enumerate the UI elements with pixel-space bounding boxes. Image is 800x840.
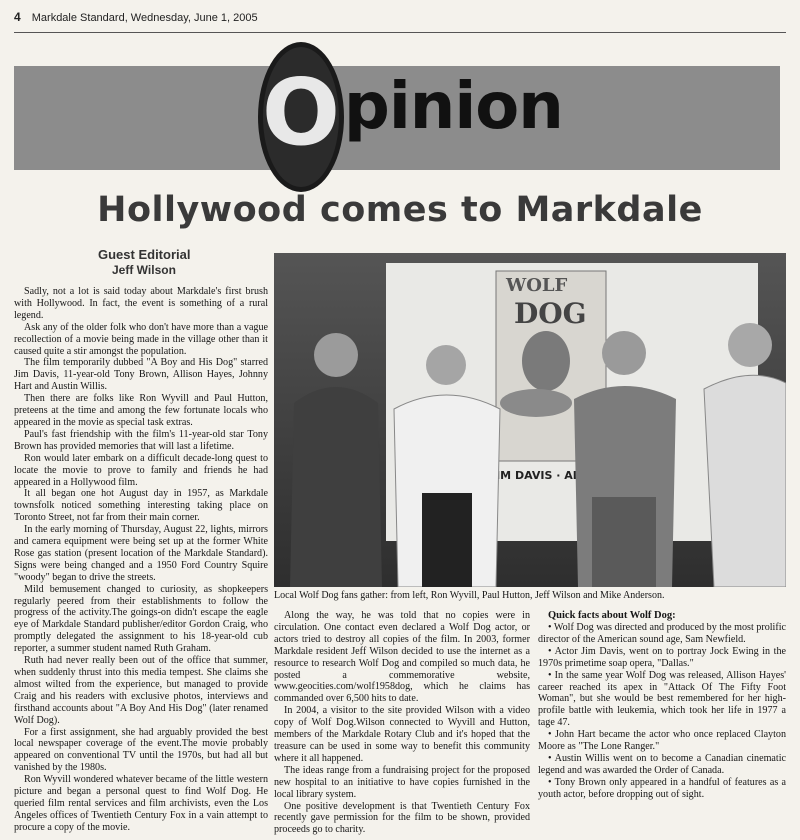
paragraph: It all began one hot August day in 1957, as Markdale townsfolk noticed something interesting taking place on Toronto Street, not far from their main corner. — [14, 488, 268, 524]
byline-kicker: Guest Editorial — [98, 247, 191, 262]
paragraph: Ron would later embark on a difficult decade-long quest to locate the movie to prove to family and friends he had appeared in a Hollywood film. — [14, 452, 268, 488]
page-header — [14, 10, 786, 33]
poster-title-2: DOG — [514, 297, 587, 330]
paragraph: Ask any of the older folk who don't have more than a vague recollection of a movie being made in the village other than it caused quite a stir amongst the population. — [14, 321, 268, 357]
fact-item: • Actor Jim Davis, went on to portray Jock Ewing in the 1970s primetime soap opera, "Dallas." — [538, 645, 786, 669]
poster-wolf-art — [522, 331, 570, 391]
paragraph: Ruth had never really been out of the office that summer, when suddenly thrust into this media tempest. She claims she almost wilted from the experience, but managed to provide Craig and his readers with exclusive photos, interviews and firsthand accounts about "A Boy And His Dog" (later renamed Wolf Dog). — [14, 655, 268, 726]
paragraph: In 2004, a visitor to the site provided Wilson with a video copy of Wolf Dog.Wilson connected to Wyvill and Hutton, members of the Markdale Rotary Club and it's hoped that the treasure can be used in some way to benefit this community where it all happened. — [274, 705, 530, 764]
photo-illustration — [274, 253, 786, 587]
byline-author: Jeff Wilson — [112, 263, 176, 277]
fact-item: • Austin Willis went on to become a Canadian cinematic legend and was awarded the Order of Canada. — [538, 752, 786, 776]
section-title: pinion — [344, 70, 563, 144]
news-photo — [274, 253, 786, 587]
paragraph: Ron Wyvill wondered whatever became of the little western picture and began a personal quest to find Wolf Dog. He queried film rental services and film archivists, even the Los Angeles offices of Twentieth Century Fox in a vain attempt to procure a copy of the movie. — [14, 774, 268, 833]
fact-item: • Wolf Dog was directed and produced by the most prolific director of the American sound age, Sam Newfield. — [538, 622, 786, 645]
paragraph: The film temporarily dubbed "A Boy and His Dog" starred Jim Davis, 11-year-old Tony Brown, Allison Hayes, Johnny Hart and Austin Willis. — [14, 357, 268, 393]
fact-item: • John Hart became the actor who once replaced Clayton Moore as "The Lone Ranger." — [538, 729, 786, 753]
article-left-column — [14, 286, 268, 834]
paragraph: For a first assignment, she had arguably provided the best local newspaper coverage of the event.The movie probably appeared on conventional TV until the 1970s, but had all but vanished by the 1980s. — [14, 726, 268, 774]
fact-item: • Tony Brown only appeared in a handful of features as a youth actor, before dropping out of sight. — [538, 776, 786, 800]
paragraph: In the early morning of Thursday, August 22, lights, mirrors and camera equipment were being set up at the former White Rose gas station (present location of the Markdale Standard). Signs were being changed and a 1950 Ford Country Squire "woody" began to drive the streets. — [14, 524, 268, 583]
paragraph: Paul's fast friendship with the film's 11-year-old star Tony Brown has provided memories that will last a lifetime. — [14, 428, 268, 452]
fact-item: • In the same year Wolf Dog was released, Allison Hayes' career reached its apex in "Attack Of The Fifty Foot Woman", but she would be best remembered for her high-profile battle with leukemia, which took her life in 1977 a tage 47. — [538, 669, 786, 729]
headline: Hollywood comes to Markdale — [97, 190, 703, 230]
facts-title: Quick facts about Wolf Dog: — [548, 610, 676, 621]
paragraph: One positive development is that Twentieth Century Fox recently gave permission for the film to be shown, provided proceeds go to charity. — [274, 800, 530, 836]
article-middle-column — [274, 610, 530, 836]
poster-title-1: WOLF — [506, 275, 568, 296]
paragraph: Along the way, he was told that no copies were in circulation. One contact even declared a Wolf Dog actor, or actors tried to destroy all copies of the film. In 2003, former Markdale resident Jeff Wilson decided to use the internet as a resource to research Wolf Dog and compiled so much data, he posted a commemorative website, www.geocities.com/wolf1958dog, which he claims has commanded over 6,500 hits to date. — [274, 610, 530, 705]
page-number: 4 — [14, 10, 21, 24]
publication-line: Markdale Standard, Wednesday, June 1, 2005 — [31, 12, 258, 24]
quick-facts-column — [538, 622, 786, 801]
photo-caption: Local Wolf Dog fans gather: from left, Ron Wyvill, Paul Hutton, Jeff Wilson and Mike Anderson. — [274, 590, 665, 601]
paragraph: The ideas range from a fundraising project for the proposed new hospital to an initiative to have copies furnished in the local library system. — [274, 764, 530, 800]
poster-credits: JIM DAVIS · — [492, 469, 561, 482]
section-initial: O — [261, 59, 341, 166]
paragraph: Then there are folks like Ron Wyvill and Paul Hutton, preteens at the time and among the few fortunate locals who appeared in the movie as special task extras. — [14, 393, 268, 428]
paragraph: Sadly, not a lot is said today about Markdale's first brush with Hollywood. In fact, the event is something of a rural legend. — [14, 286, 268, 321]
paragraph: Mild bemusement changed to curiosity, as shopkeepers regularly peered from their establishments to follow the progress of the activity.The goings-on didn't escape the eagle eye of Markdale Standard publisher/editor Gordon Craig, who promptly delegated the assignment to his 18-year-old cub reporter, a summer student named Ruth Graham. — [14, 583, 268, 655]
